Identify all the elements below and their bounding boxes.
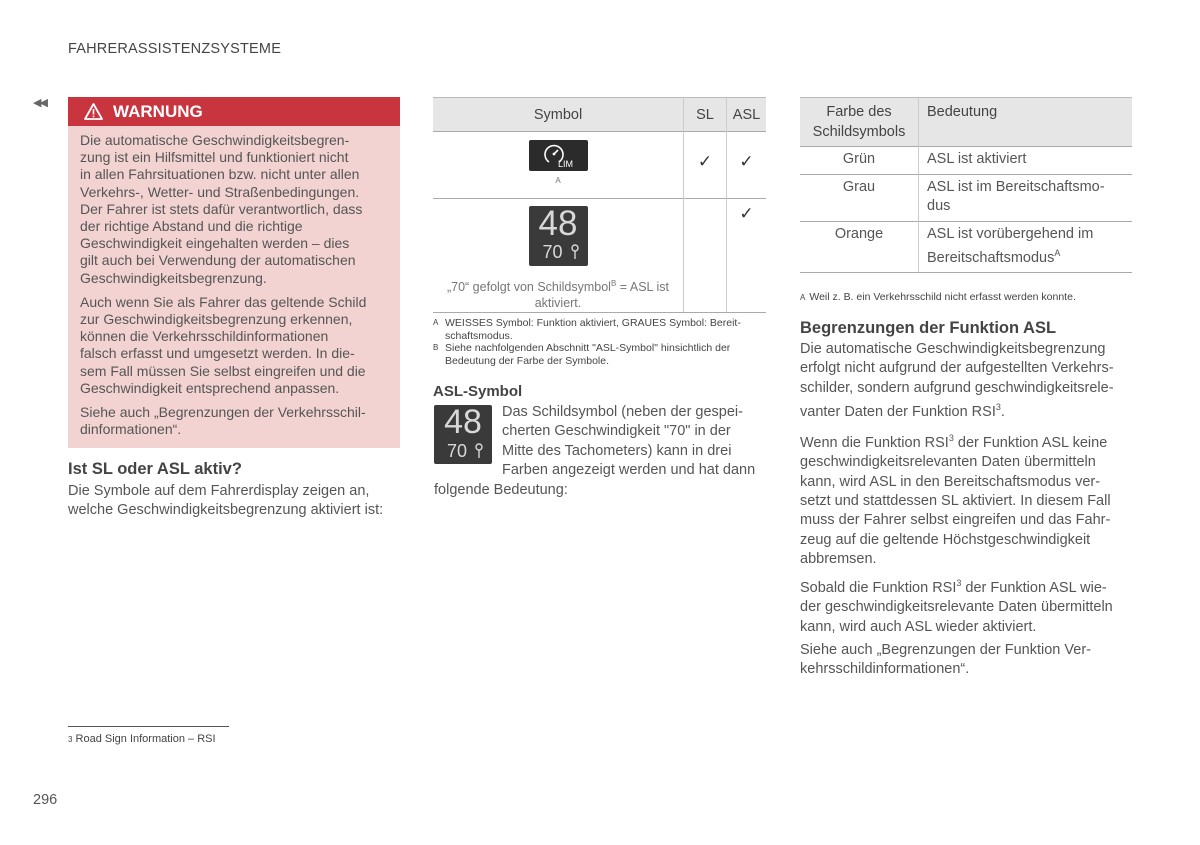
- current-speed: 48: [538, 204, 578, 243]
- section-text-sl-asl: Die Symbole auf dem Fahrerdisplay zeigen an, welche Geschwindigkeitsbegrenzung aktiviert ist:: [68, 483, 384, 519]
- meaning-cell: ASL ist vorübergehend im Bereitschaftsmodus$^A$: [919, 221, 1133, 273]
- footnote-divider: [68, 726, 229, 727]
- meaning-cell: ASL ist im Bereitschaftsmo- dus: [919, 174, 1133, 221]
- asl-limits-paragraph-3: Sobald die Funktion RSI$^3$ der Funktion ASL wie- der geschwindigkeitsrelevante Daten übermitteln kann, wird auch ASL wieder aktiviert.: [800, 578, 1113, 635]
- warning-paragraph-3: Siehe auch „Begrenzungen der Verkehrsschil- dinformationen“.: [80, 404, 366, 438]
- note-marker: A: [555, 176, 561, 185]
- asl-symbol-text-line: Das Schildsymbol (neben der gespei-: [502, 404, 743, 420]
- color-cell: Grau: [800, 174, 919, 221]
- symbol-caption: „70“ gefolgt von Schildsymbol$^B$ = ASL ist aktiviert.: [446, 279, 670, 311]
- asl-limits-paragraph-1: Die automatische Geschwindigkeitsbegrenzung erfolgt nicht aufgrund der aufgestellten Verkehrs- schilder, sondern aufgrund geschwindigkeitsrele- vanter Daten der Funktion RSI$^3$.: [800, 341, 1114, 421]
- warning-title: WARNUNG: [113, 101, 203, 121]
- symbol-table-footnotes: A WEISSES Symbol: Funktion aktiviert, GRAUES Symbol: Bereit- schaftsmodus. B Siehe nachfolgenden Abschnitt "ASL-Symbol" hinsichtlich der Bedeutung der Farbe der Symbole.: [433, 317, 741, 367]
- asl-set-speed: 70: [447, 441, 468, 461]
- warning-triangle-icon: [84, 103, 103, 120]
- asl-limits-paragraph-2: Wenn die Funktion RSI$^3$ der Funktion ASL keine geschwindigkeitsrelevanten Daten übermitteln kann, wird ASL in den Bereitschaftsmodus ver- setzt und stattdessen SL aktiviert. In diesem Fall muss der Fahrer selbst eingreifen und das Fahr- zeug auf die geltende Höchstgeschwindigkeit abbremsen.: [800, 433, 1111, 568]
- color-cell: Orange: [800, 221, 919, 273]
- table-header-color: Farbe des Schildsymbols: [800, 98, 919, 147]
- table-header-asl: ASL: [727, 98, 767, 132]
- asl-symbol-icon: [434, 405, 492, 464]
- asl-check-icon: ✓: [739, 152, 754, 171]
- warning-paragraph-1: Die automatische Geschwindigkeitsbegren- zung ist ein Hilfsmittel und funktioniert nicht in allen Fahrsituationen bzw. nicht unter allen Verkehrs-, Wetter- und Straßenbedingungen. Der Fahrer ist stets dafür verantwortlich, dass der richtige Abstand und die richtige Geschwindigkeit eingehalten werden – dies gilt auch bei Verwendung der automatischen Geschwindigkeitsbegrenzung.: [80, 132, 363, 286]
- asl-speed-display-icon: [529, 206, 588, 266]
- asl-current-speed: 48: [444, 403, 482, 441]
- asl-symbol-text-line: Mitte des Tachometers) kann in drei: [502, 443, 732, 459]
- sl-check-icon: ✓: [697, 152, 713, 171]
- back-chevron-icon[interactable]: ◀◀: [33, 97, 46, 109]
- color-table-footnote: A Weil z. B. ein Verkehrsschild nicht erfasst werden konnte.: [800, 291, 1076, 303]
- color-meaning-table: [800, 97, 1132, 273]
- table-row: [800, 221, 1132, 273]
- section-heading-asl-limits: Begrenzungen der Funktion ASL: [800, 319, 1057, 337]
- asl-check-icon: ✓: [739, 204, 754, 223]
- asl-symbol-text-line: folgende Bedeutung:: [434, 482, 568, 498]
- warning-header: [68, 97, 400, 126]
- page-number: 296: [33, 792, 58, 808]
- table-header-sl: SL: [684, 98, 727, 132]
- asl-sign-icon: [475, 443, 483, 459]
- page-footnote: 3 Road Sign Information – RSI: [68, 733, 216, 745]
- color-cell: Grün: [800, 147, 919, 175]
- table-header-meaning: Bedeutung: [919, 98, 1133, 147]
- asl-limits-paragraph-4: Siehe auch „Begrenzungen der Funktion Ver- kehrsschildinformationen“.: [800, 642, 1091, 678]
- asl-symbol-text-line: Farben angezeigt werden und hat dann: [502, 462, 756, 478]
- table-row: [433, 132, 766, 199]
- section-heading-sl-asl: Ist SL oder ASL aktiv?: [68, 460, 242, 478]
- sign-symbol-icon: [571, 244, 579, 260]
- symbol-table: [433, 97, 766, 313]
- warning-box: [68, 97, 400, 448]
- table-row: [433, 199, 766, 313]
- asl-symbol-text-line: cherten Geschwindigkeit "70" in der: [502, 423, 731, 439]
- set-speed: 70: [542, 242, 563, 262]
- asl-symbol-heading: ASL-Symbol: [433, 383, 523, 400]
- running-header: FAHRERASSISTENZSYSTEME: [68, 41, 282, 57]
- warning-paragraph-2: Auch wenn Sie als Fahrer das geltende Schild zur Geschwindigkeitsbegrenzung erkennen, können die Verkehrsschildinformationen falsch erfasst und umgesetzt werden. In die- sem Fall müssen Sie selbst eingreifen und die Geschwindigkeit entsprechend anpassen.: [80, 293, 367, 396]
- meaning-cell: ASL ist aktiviert: [919, 147, 1133, 175]
- speed-limiter-lim-icon: [529, 140, 588, 171]
- table-row: [800, 147, 1132, 175]
- table-row: [800, 174, 1132, 221]
- lim-label: LIM: [557, 159, 573, 169]
- table-header-symbol: Symbol: [433, 98, 684, 132]
